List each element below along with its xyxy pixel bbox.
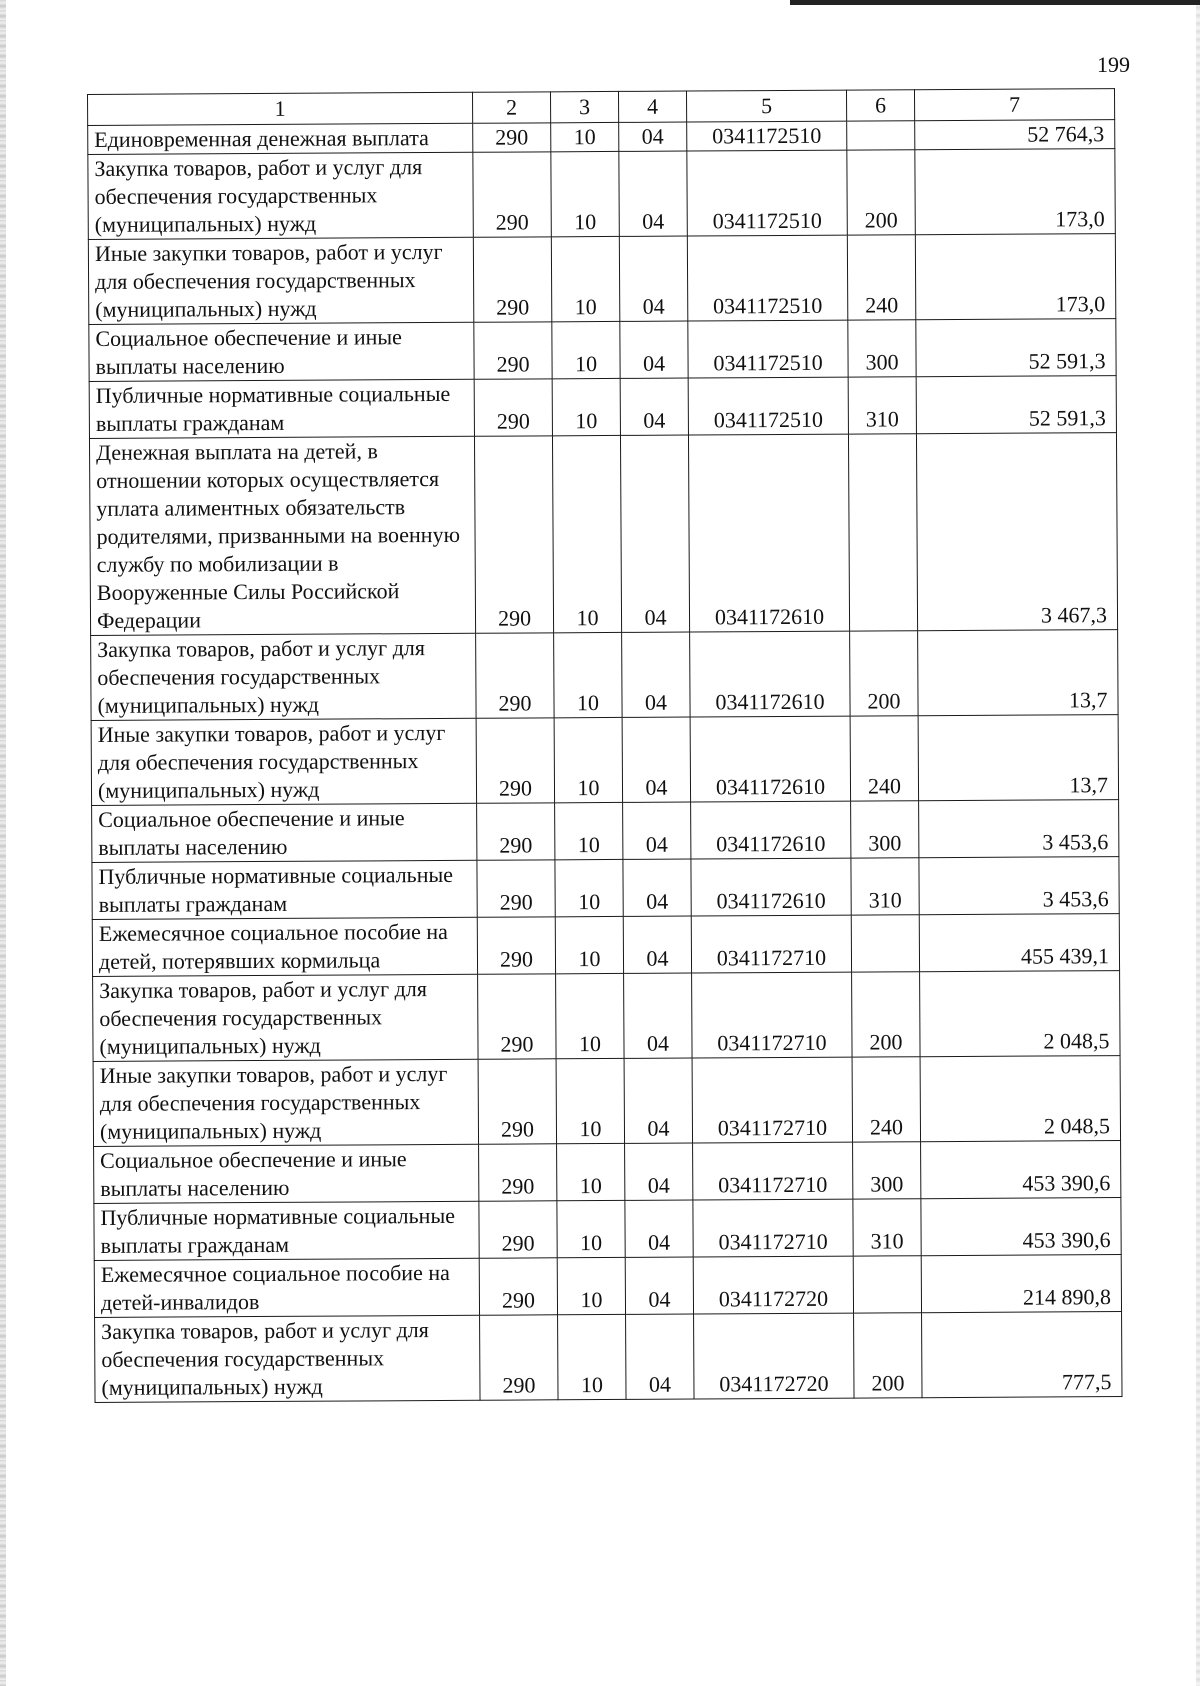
cell-col-6 [853, 1256, 921, 1313]
cell-col-4: 04 [625, 1200, 693, 1257]
cell-col-6: 240 [850, 716, 918, 801]
row-name: Единовременная денежная выплата [88, 123, 473, 154]
table-row [93, 1056, 1120, 1147]
cell-col-4: 04 [620, 435, 689, 632]
row-name: Социальное обеспечение и иные выплаты населению [94, 1144, 479, 1203]
cell-col-5: 0341172610 [691, 801, 851, 859]
cell-col-3: 10 [558, 1314, 626, 1399]
table-row [89, 319, 1116, 382]
cell-col-3: 10 [554, 717, 622, 802]
cell-col-2: 290 [478, 1059, 556, 1144]
row-name: Иные закупки товаров, работ и услуг для обеспечения государственных (муниципальных) нужд [93, 1059, 478, 1146]
cell-col-2: 290 [476, 718, 554, 803]
cell-col-6: 310 [853, 1199, 921, 1256]
cell-col-2: 290 [478, 974, 556, 1059]
row-name: Закупка товаров, работ и услуг для обеспечения государственных (муниципальных) нужд [93, 974, 478, 1061]
cell-col-4: 04 [619, 151, 687, 236]
cell-col-7: 3 467,3 [916, 433, 1117, 631]
row-name: Закупка товаров, работ и услуг для обеспечения государственных (муниципальных) нужд [88, 152, 473, 239]
row-name: Публичные нормативные социальные выплаты гражданам [92, 860, 477, 919]
cell-col-3: 10 [555, 802, 623, 859]
cell-col-7: 173,0 [915, 149, 1115, 235]
cell-col-7: 13,7 [918, 630, 1118, 716]
cell-col-5: 0341172710 [693, 1142, 853, 1200]
table-row [91, 630, 1118, 721]
column-header: 3 [550, 91, 618, 122]
cell-col-2: 290 [480, 1315, 558, 1400]
cell-col-4: 04 [619, 236, 687, 321]
cell-col-7: 3 453,6 [919, 800, 1119, 858]
row-name: Закупка товаров, работ и услуг для обеспечения государственных (муниципальных) нужд [91, 633, 476, 720]
table-row [92, 914, 1119, 977]
cell-col-5: 0341172510 [688, 320, 848, 378]
row-name: Денежная выплата на детей, в отношении которых осуществляется уплата алиментных обязательств родителями, призванными на военную службу по мобилизации в Вооруженные Силы Российской Федерации [89, 436, 475, 635]
cell-col-7: 52 764,3 [915, 120, 1115, 150]
cell-col-2: 290 [473, 152, 551, 237]
column-header: 7 [914, 89, 1114, 121]
row-name: Закупка товаров, работ и услуг для обеспечения государственных (муниципальных) нужд [95, 1315, 480, 1402]
row-name: Ежемесячное социальное пособие на детей, потерявших кормильца [92, 917, 477, 976]
cell-col-5: 0341172510 [687, 235, 847, 321]
cell-col-6: 310 [851, 858, 919, 915]
cell-col-5: 0341172510 [687, 150, 847, 236]
column-header: 5 [686, 90, 846, 122]
cell-col-2: 290 [474, 322, 552, 379]
cell-col-4: 04 [620, 378, 688, 435]
cell-col-6: 200 [847, 150, 915, 235]
cell-col-7: 455 439,1 [919, 914, 1119, 972]
cell-col-7: 173,0 [915, 234, 1115, 320]
table-row [88, 234, 1115, 325]
scan-edge-right [1196, 0, 1200, 1686]
row-name: Иные закупки товаров, работ и услуг для обеспечения государственных (муниципальных) нужд [91, 718, 476, 805]
cell-col-2: 290 [476, 633, 554, 718]
cell-col-3: 10 [555, 859, 623, 916]
cell-col-4: 04 [619, 122, 687, 151]
cell-col-3: 10 [554, 632, 622, 717]
row-name: Социальное обеспечение и иные выплаты населению [89, 322, 474, 381]
cell-col-3: 10 [552, 321, 620, 378]
cell-col-5: 0341172510 [688, 377, 848, 435]
cell-col-3: 10 [552, 435, 621, 632]
cell-col-3: 10 [556, 973, 624, 1058]
cell-col-4: 04 [623, 802, 691, 859]
cell-col-5: 0341172710 [691, 915, 851, 973]
cell-col-7: 3 453,6 [919, 857, 1119, 915]
scan-bar-top [790, 0, 1200, 5]
cell-col-2: 290 [474, 436, 553, 633]
row-name: Ежемесячное социальное пособие на детей-инвалидов [94, 1258, 479, 1317]
row-name: Иные закупки товаров, работ и услуг для обеспечения государственных (муниципальных) нужд [88, 237, 473, 324]
cell-col-6: 200 [850, 631, 918, 716]
table-row [95, 1312, 1122, 1403]
cell-col-3: 10 [556, 1058, 624, 1143]
table-row [93, 971, 1120, 1062]
column-header: 2 [472, 92, 550, 123]
cell-col-5: 0341172610 [691, 858, 851, 916]
cell-col-5: 0341172710 [692, 1057, 852, 1143]
cell-col-4: 04 [624, 973, 692, 1058]
cell-col-5: 0341172710 [693, 1199, 853, 1257]
cell-col-4: 04 [624, 1058, 692, 1143]
cell-col-2: 290 [473, 237, 551, 322]
cell-col-3: 10 [551, 122, 619, 151]
cell-col-6: 200 [854, 1313, 922, 1398]
cell-col-7: 453 390,6 [921, 1198, 1121, 1256]
row-name: Социальное обеспечение и иные выплаты населению [92, 803, 477, 862]
cell-col-3: 10 [551, 151, 619, 236]
cell-col-5: 0341172510 [687, 121, 847, 151]
table-row [88, 149, 1115, 240]
cell-col-6: 310 [848, 377, 916, 434]
cell-col-4: 04 [625, 1143, 693, 1200]
cell-col-2: 290 [473, 123, 551, 152]
cell-col-4: 04 [625, 1257, 693, 1314]
table-row [89, 433, 1117, 636]
cell-col-3: 10 [557, 1200, 625, 1257]
cell-col-3: 10 [552, 378, 620, 435]
table-row [94, 1255, 1121, 1318]
table-row [91, 715, 1118, 806]
cell-col-6: 240 [847, 235, 915, 320]
row-name: Публичные нормативные социальные выплаты гражданам [89, 379, 474, 438]
table-row [89, 376, 1116, 439]
cell-col-2: 290 [474, 379, 552, 436]
cell-col-6: 300 [851, 801, 919, 858]
cell-col-7: 453 390,6 [921, 1141, 1121, 1199]
cell-col-2: 290 [477, 860, 555, 917]
budget-table [87, 88, 1123, 1403]
cell-col-6: 300 [853, 1142, 921, 1199]
cell-col-6 [848, 434, 917, 631]
cell-col-7: 52 591,3 [916, 376, 1116, 434]
cell-col-4: 04 [623, 859, 691, 916]
cell-col-3: 10 [555, 916, 623, 973]
table-row [94, 1141, 1121, 1204]
cell-col-2: 290 [477, 917, 555, 974]
cell-col-5: 0341172720 [693, 1256, 853, 1314]
row-name: Публичные нормативные социальные выплаты гражданам [94, 1201, 479, 1260]
cell-col-3: 10 [557, 1143, 625, 1200]
column-header: 6 [846, 90, 914, 121]
cell-col-5: 0341172720 [694, 1313, 854, 1399]
scan-edge-left [0, 0, 6, 1686]
cell-col-4: 04 [623, 916, 691, 973]
cell-col-5: 0341172610 [690, 631, 850, 717]
cell-col-5: 0341172710 [692, 972, 852, 1058]
cell-col-2: 290 [479, 1144, 557, 1201]
cell-col-7: 2 048,5 [920, 971, 1120, 1057]
cell-col-4: 04 [622, 717, 690, 802]
table-row [92, 857, 1119, 920]
cell-col-6 [847, 121, 915, 150]
cell-col-6 [851, 915, 919, 972]
cell-col-6: 200 [852, 972, 920, 1057]
column-header: 4 [618, 91, 686, 122]
column-header: 1 [88, 92, 473, 125]
cell-col-6: 240 [852, 1057, 920, 1142]
page-number: 199 [1097, 52, 1130, 77]
cell-col-6: 300 [848, 320, 916, 377]
cell-col-4: 04 [620, 321, 688, 378]
table-row [94, 1198, 1121, 1261]
cell-col-3: 10 [557, 1257, 625, 1314]
cell-col-7: 52 591,3 [916, 319, 1116, 377]
cell-col-4: 04 [622, 632, 690, 717]
cell-col-4: 04 [626, 1314, 694, 1399]
cell-col-7: 2 048,5 [920, 1056, 1120, 1142]
cell-col-2: 290 [479, 1258, 557, 1315]
cell-col-2: 290 [477, 803, 555, 860]
table-row [92, 800, 1119, 863]
cell-col-7: 13,7 [918, 715, 1118, 801]
cell-col-5: 0341172610 [688, 434, 849, 632]
cell-col-5: 0341172610 [690, 716, 850, 802]
cell-col-7: 214 890,8 [921, 1255, 1121, 1313]
cell-col-2: 290 [479, 1201, 557, 1258]
cell-col-7: 777,5 [922, 1312, 1122, 1398]
cell-col-3: 10 [551, 236, 619, 321]
